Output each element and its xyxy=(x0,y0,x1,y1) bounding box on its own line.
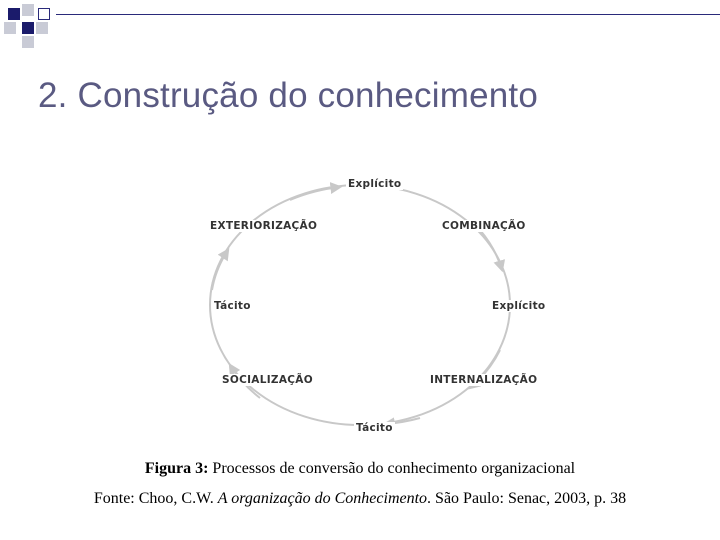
node-internalization: INTERNALIZAÇÃO xyxy=(430,374,538,386)
node-combination: COMBINAÇÃO xyxy=(442,220,526,232)
decor-square-navy xyxy=(8,8,20,20)
corner-decoration xyxy=(0,0,720,50)
cycle-arrow xyxy=(212,250,228,290)
cycle-arrow xyxy=(290,187,340,200)
source-citation xyxy=(0,490,720,508)
source-prefix: Fonte: Choo, C.W. xyxy=(93,490,218,507)
caption-text: Processos de conversão do conhecimento organizacional xyxy=(208,460,576,477)
node-bottom-tacit: Tácito xyxy=(356,422,393,434)
decor-square-navy xyxy=(22,22,34,34)
decor-square-grey xyxy=(4,22,16,34)
figure-caption xyxy=(0,460,720,478)
source-book-title: A organização do Conhecimento xyxy=(217,490,428,507)
caption-label: Figura 3: xyxy=(144,460,209,477)
node-top-explicit: Explícito xyxy=(348,178,402,190)
decor-square-grey xyxy=(22,36,34,48)
source-suffix: . São Paulo: Senac, 2003, p. 38 xyxy=(427,490,627,507)
top-rule xyxy=(56,14,720,15)
decor-square-grey xyxy=(36,22,48,34)
node-right-explicit: Explícito xyxy=(492,300,546,312)
decor-square-grey xyxy=(22,4,34,16)
slide-title: 2. Construção do conhecimento xyxy=(38,76,538,115)
node-left-tacit: Tácito xyxy=(214,300,251,312)
node-socialization: SOCIALIZAÇÃO xyxy=(222,374,313,386)
decor-square-outline xyxy=(38,8,50,20)
node-externalization: EXTERIORIZAÇÃO xyxy=(210,220,318,232)
knowledge-conversion-diagram xyxy=(150,160,570,450)
